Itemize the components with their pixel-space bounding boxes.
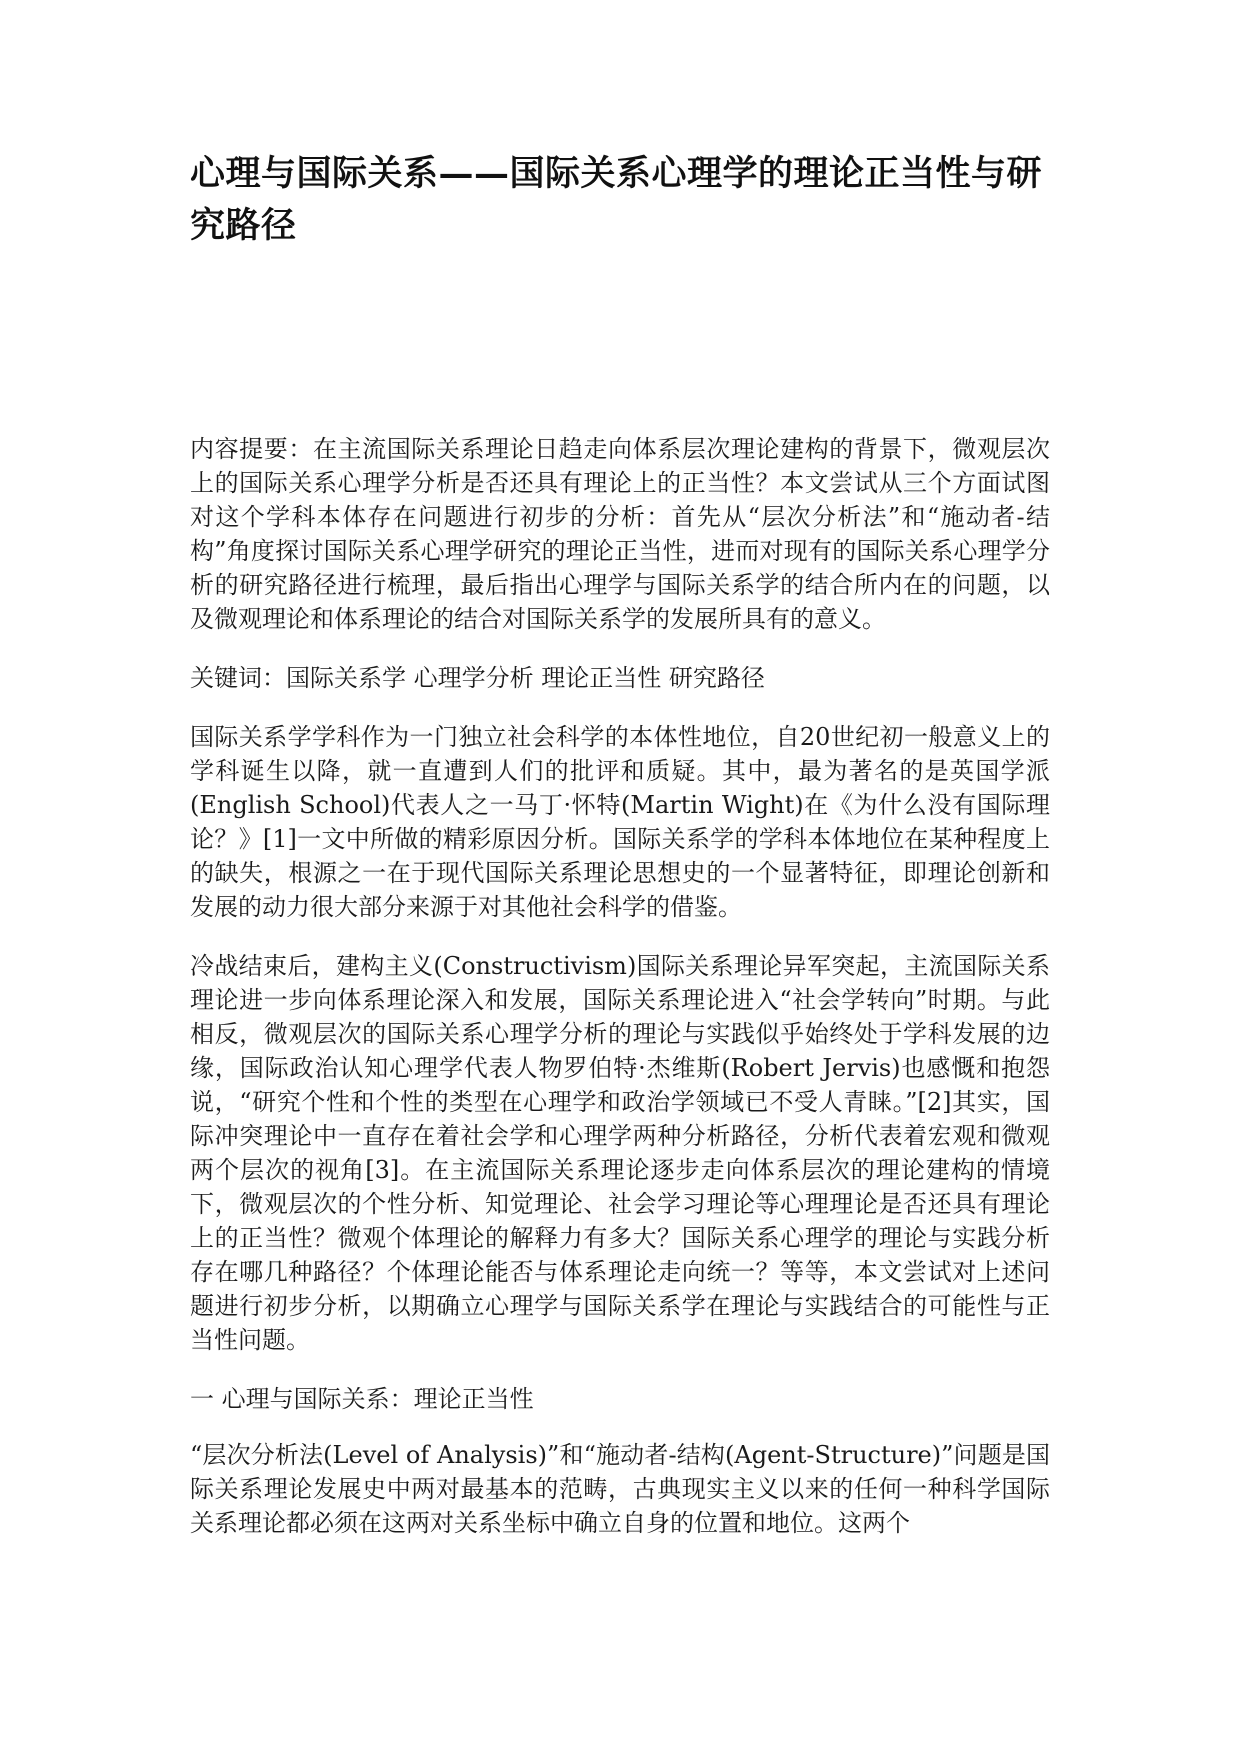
document-body (190, 432, 1050, 1565)
body-paragraph-1: 国际关系学学科作为一门独立社会科学的本体性地位，自20世纪初一般意义上的学科诞生以降，就一直遭到人们的批评和质疑。其中，最为著名的是英国学派(English School)代表人之一马丁·怀特(Martin Wight)在《为什么没有国际理论？》[1]一文中所做的精彩原因分析。国际关系学的学科本体地位在某种程度上的缺失，根源之一在于现代国际关系理论思想史的一个显著特征，即理论创新和发展的动力很大部分来源于对其他社会科学的借鉴。 (190, 723, 1050, 921)
section-heading: 一 心理与国际关系：理论正当性 (190, 1385, 534, 1413)
keywords-line: 关键词：国际关系学 心理学分析 理论正当性 研究路径 (190, 664, 765, 692)
abstract-paragraph: 内容提要：在主流国际关系理论日趋走向体系层次理论建构的背景下，微观层次上的国际关系心理学分析是否还具有理论上的正当性？本文尝试从三个方面试图对这个学科本体存在问题进行初步的分析：首先从“层次分析法”和“施动者-结构”角度探讨国际关系心理学研究的理论正当性，进而对现有的国际关系心理学分析的研究路径进行梳理，最后指出心理学与国际关系学的结合所内在的问题，以及微观理论和体系理论的结合对国际关系学的发展所具有的意义。 (190, 435, 1050, 633)
document-title: 心理与国际关系——国际关系心理学的理论正当性与研究路径 (190, 153, 1043, 246)
body-paragraph-3: “层次分析法(Level of Analysis)”和“施动者-结构(Agent-Structure)”问题是国际关系理论发展史中两对最基本的范畴，古典现实主义以来的任何一种科学国际关系理论都必须在这两对关系坐标中确立自身的位置和地位。这两个 (190, 1441, 1050, 1537)
body-paragraph-2: 冷战结束后，建构主义(Constructivism)国际关系理论异军突起，主流国际关系理论进一步向体系理论深入和发展，国际关系理论进入“社会学转向”时期。与此相反，微观层次的国际关系心理学分析的理论与实践似乎始终处于学科发展的边缘，国际政治认知心理学代表人物罗伯特·杰维斯(Robert Jervis)也感慨和抱怨说，“研究个性和个性的类型在心理学和政治学领域已不受人青睐。”[2]其实，国际冲突理论中一直存在着社会学和心理学两种分析路径，分析代表着宏观和微观两个层次的视角[3]。在主流国际关系理论逐步走向体系层次的理论建构的情境下，微观层次的个性分析、知觉理论、社会学习理论等心理理论是否还具有理论上的正当性？微观个体理论的解释力有多大？国际关系心理学的理论与实践分析存在哪几种路径？个体理论能否与体系理论走向统一？等等，本文尝试对上述问题进行初步分析，以期确立心理学与国际关系学在理论与实践结合的可能性与正当性问题。 (190, 952, 1050, 1354)
